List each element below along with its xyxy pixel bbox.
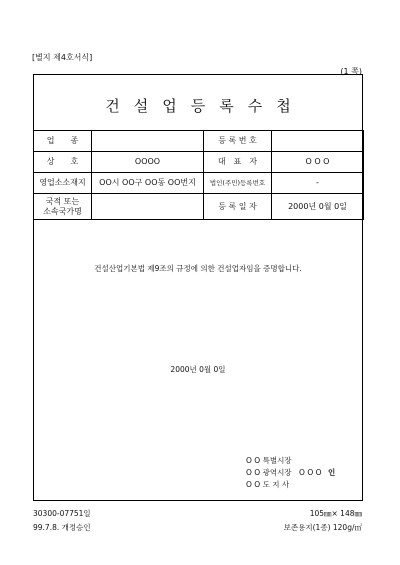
registration-table (33, 130, 364, 220)
representative-label: 대 표 자 (204, 152, 272, 173)
address-label: 영업소소재지 (34, 173, 92, 194)
issue-date: 2000년 0월 0일 (170, 365, 226, 374)
representative-value: O O O (272, 152, 364, 173)
certification-statement: 건설산업기본법 제9조의 규정에 의한 건설업자임을 증명합니다. (94, 264, 302, 273)
certificate-frame (33, 74, 363, 501)
table-row (34, 194, 364, 220)
table-row (34, 173, 364, 194)
issuer-line2-row (246, 467, 335, 479)
paper-size: 105㎜× 148㎜ (309, 509, 362, 518)
document-title: 건설업등록수첩 (105, 97, 305, 115)
reg-no-value (272, 131, 364, 152)
nationality-label-line1: 국적 또는 (45, 196, 80, 206)
form-label: [별지 제4호서식] (32, 53, 93, 62)
issuer-line3: O O 도 지 사 (246, 480, 290, 489)
reg-date-label: 등 록 일 자 (204, 194, 272, 220)
table-row (34, 131, 364, 152)
seal-mark: 인 (327, 468, 336, 477)
trade-name-label: 상 호 (34, 152, 92, 173)
issuer-line1: O O 특별시장 (246, 456, 292, 465)
reg-no-label: 등 록 번 호 (204, 131, 272, 152)
nationality-label (34, 194, 92, 220)
corp-reg-label: 법인(주민)등록번호 (204, 173, 272, 194)
address-value: OO시 OO구 OO동 OO번지 (92, 173, 204, 194)
reg-date-value: 2000년 0월 0일 (272, 194, 364, 220)
nationality-label-line2: 소속국가명 (43, 206, 82, 216)
corp-reg-value: - (272, 173, 364, 194)
issuer-block (246, 455, 335, 491)
approval-note: 99.7.8. 개정승인 (33, 523, 91, 532)
paper-type: 보존용지(1종) 120g/㎡ (283, 523, 362, 532)
table-row (34, 152, 364, 173)
business-type-value (92, 131, 204, 152)
page-count: (1 쪽) (340, 67, 362, 76)
issuer-line2: O O 광역시장 O O O (246, 468, 322, 477)
business-type-label: 업 종 (34, 131, 92, 152)
form-number: 30300-07751일 (33, 509, 91, 518)
trade-name-value: OOOO (92, 152, 204, 173)
nationality-value (92, 194, 204, 220)
